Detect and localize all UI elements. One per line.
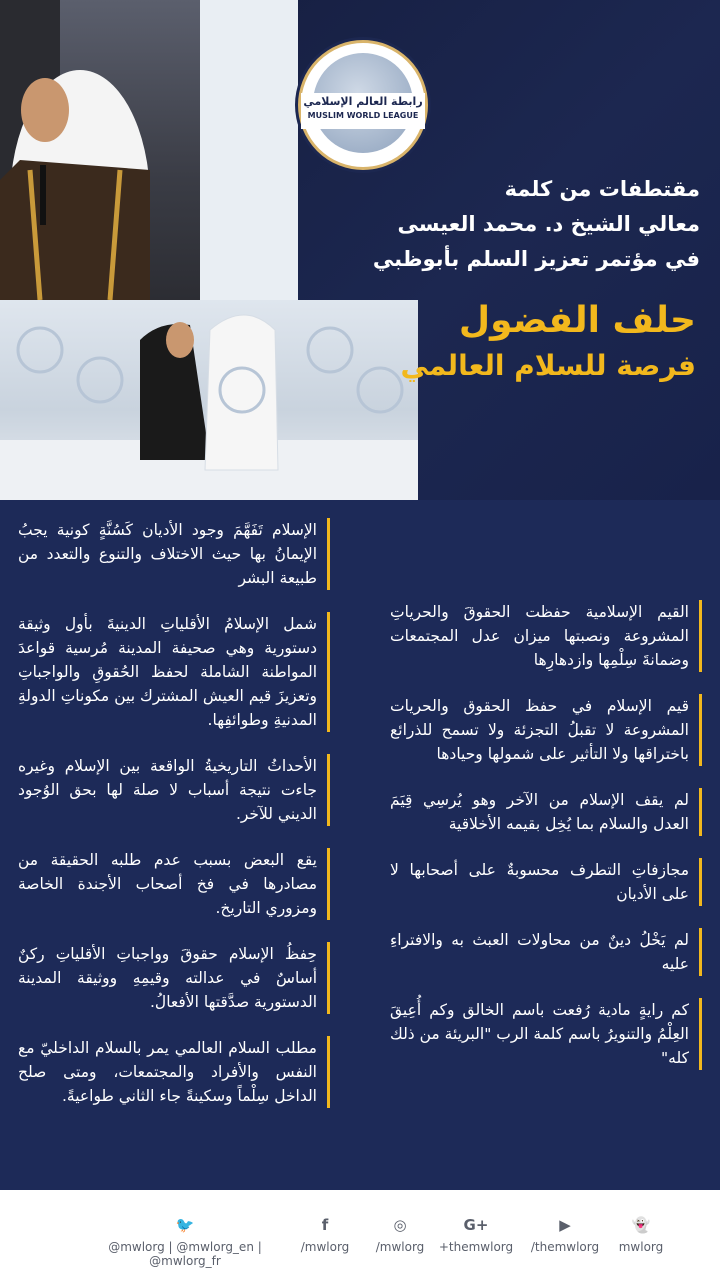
quote-text: شمل الإسلامُ الأقلياتِ الدينيةَ بأول وثيقة دستورية وهي صحيفة المدينة مُرسية قواعدَ المواطنة الشاملة لحفظ الحُقوقِ والواجباتِ وتعزيزَ قيم العيش المشترك بين مكوناتِ الدولةِ المدنيةِ وطوائفِها. bbox=[18, 615, 317, 729]
intro-line: معالي الشيخ د. محمد العيسى bbox=[397, 212, 700, 236]
quote-item bbox=[390, 600, 702, 672]
quote-text: الأحداثُ التاريخيةُ الواقعة بين الإسلام وغيره جاءت نتيجة أسباب لا صلة لها بحق الوُجود الديني للآخر. bbox=[18, 757, 317, 823]
snapchat-link[interactable] bbox=[608, 1216, 674, 1254]
twitter-icon: 🐦 bbox=[175, 1216, 195, 1234]
quote-text: لم يَخْلُ دينٌ من محاولات العبث به والافتراءِ عليه bbox=[390, 931, 689, 973]
instagram-link[interactable] bbox=[365, 1216, 435, 1254]
facebook-handle: /mwlorg bbox=[300, 1240, 350, 1254]
quote-text: حِفظُ الإسلام حقوقَ وواجباتِ الأقلياتِ ركنٌ أساسٌ في عدالته وقيمِهِ ووثيقة المدينة الدستورية صدَّقتها الأفعالُ. bbox=[18, 945, 317, 1011]
quote-item bbox=[390, 858, 702, 906]
instagram-handle: /mwlorg bbox=[375, 1240, 425, 1254]
youtube-icon: ▶ bbox=[559, 1216, 571, 1234]
snapchat-icon: 👻 bbox=[631, 1216, 651, 1234]
youtube-link[interactable] bbox=[522, 1216, 608, 1254]
social-footer bbox=[0, 1190, 720, 1280]
quote-text: الإسلام تَفَهَّمَ وجود الأديان كَسُنَّةٍ كونية يجبُ الإيمانُ بها حيث الاختلاف والتنوع والتعدد من طبيعة البشر bbox=[18, 521, 317, 587]
logo-english-name: MUSLIM WORLD LEAGUE bbox=[307, 111, 419, 120]
snapchat-handle: mwlorg bbox=[618, 1240, 664, 1254]
youtube-handle: /themwlorg bbox=[530, 1240, 600, 1254]
page-title: حلف الفضول bbox=[458, 300, 696, 341]
quote-text: لم يقف الإسلام من الآخر وهو يُرسِي قِيَمَ العدل والسلام بما يُخِل بقيمه الأخلاقية bbox=[390, 791, 689, 833]
quote-text: كم رايةٍ مادية رُفعت باسم الخالق وكم أُعِيقَ العِلْمُ والتنويرُ باسم كلمة الرب "البريئة من ذلك كله" bbox=[390, 1001, 689, 1067]
quote-text: يقع البعض بسبب عدم طلبه الحقيقة من مصادرها في فخ أصحاب الأجندة الخاصة ومزوري التاريخ. bbox=[18, 851, 317, 917]
left-quotes-column bbox=[18, 518, 330, 1130]
google-plus-icon: G+ bbox=[463, 1216, 489, 1234]
speaker-closeup-photo bbox=[0, 0, 298, 300]
intro-line: مقتطفات من كلمة bbox=[504, 177, 700, 201]
facebook-link[interactable] bbox=[290, 1216, 360, 1254]
quote-item bbox=[390, 694, 702, 766]
logo-arabic-name: رابطة العالم الإسلامي bbox=[303, 95, 423, 108]
quote-text: مطلب السلام العالمي يمر بالسلام الداخليّ مع النفس والأفراد والمجتمعات، ومتى صلح الداخل سِلْماً وسكينةً جاء الثاني طواعيةً. bbox=[18, 1039, 317, 1105]
intro-line: في مؤتمر تعزيز السلم بأبوظبي bbox=[372, 247, 700, 271]
twitter-handles: @mwlorg | @mwlorg_en | @mwlorg_fr bbox=[108, 1240, 262, 1268]
quote-item bbox=[18, 754, 330, 826]
quote-item bbox=[18, 942, 330, 1014]
facebook-icon: f bbox=[321, 1216, 329, 1234]
quote-text: مجازفاتِ التطرف محسوبةٌ على أصحابها لا على الأديان bbox=[390, 861, 689, 903]
quote-item bbox=[390, 998, 702, 1070]
quotes-section bbox=[0, 500, 720, 1190]
twitter-link[interactable] bbox=[80, 1216, 290, 1268]
quote-item bbox=[390, 928, 702, 976]
instagram-icon: ◎ bbox=[393, 1216, 407, 1234]
quote-item bbox=[18, 1036, 330, 1108]
right-quotes-column bbox=[390, 600, 702, 1092]
google-plus-link[interactable] bbox=[435, 1216, 517, 1254]
page-subtitle: فرصة للسلام العالمي bbox=[400, 349, 696, 382]
intro-text bbox=[320, 172, 700, 277]
quote-item bbox=[390, 788, 702, 836]
quote-text: قيم الإسلام في حفظ الحقوق والحريات المشروعة لا تقبلُ التجزئة ولا تسمح للذرائع باختراقها ولا التأثير على شمولها وحيادها bbox=[390, 697, 689, 763]
quote-item bbox=[18, 612, 330, 732]
header-banner bbox=[0, 0, 720, 500]
muslim-world-league-logo bbox=[298, 40, 428, 170]
quote-item bbox=[18, 848, 330, 920]
google-plus-handle: +themwlorg bbox=[438, 1240, 514, 1254]
quote-text: القيم الإسلامية حفظت الحقوقَ والحرياتِ المشروعة ونصبتها ميزان عدل المجتمعات وضمانةَ سِلْمِها وازدهارِها bbox=[390, 603, 689, 669]
quote-item bbox=[18, 518, 330, 590]
